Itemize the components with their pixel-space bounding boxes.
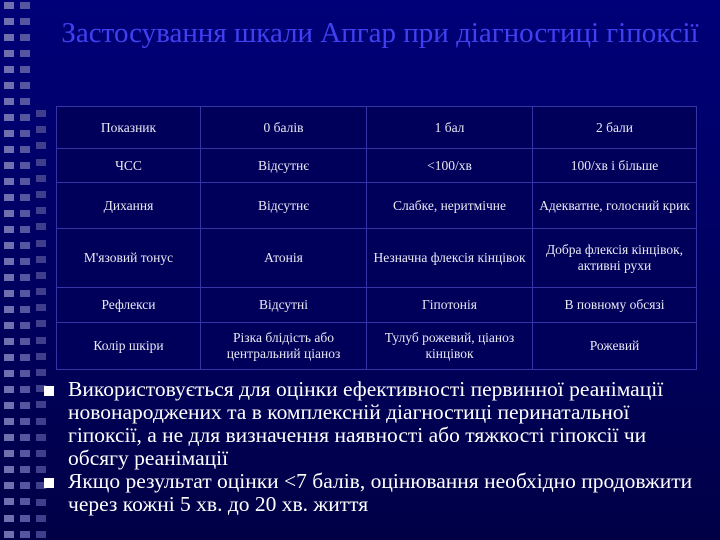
decorative-square [36, 531, 46, 538]
decorative-square [20, 450, 30, 457]
table-cell: В повному обсязі [533, 288, 697, 323]
decorative-square [20, 531, 30, 538]
decorative-square [20, 114, 30, 121]
decorative-square [36, 337, 46, 344]
decorative-square [20, 434, 30, 441]
decorative-square [20, 2, 30, 9]
decorative-square [36, 110, 46, 117]
decorative-square [4, 258, 14, 265]
decorative-square [20, 18, 30, 25]
decorative-square [36, 320, 46, 327]
decorative-square [36, 175, 46, 182]
table-cell: 100/хв і більше [533, 149, 697, 183]
decorative-square [36, 288, 46, 295]
decorative-square [20, 162, 30, 169]
decorative-square [36, 126, 46, 133]
square-bullet-icon [44, 386, 54, 396]
decorative-square [4, 66, 14, 73]
table-row [57, 183, 697, 229]
decorative-square [36, 142, 46, 149]
decorative-square [4, 338, 14, 345]
header-cell: 0 балів [201, 107, 367, 149]
decorative-square [20, 338, 30, 345]
decorative-square [20, 402, 30, 409]
table-cell: Відсутнє [201, 149, 367, 183]
bullet-text: Якщо результат оцінки <7 балів, оцінювання необхідно продовжити через кожні 5 хв. до 20 хв. життя [68, 469, 693, 516]
decorative-square [20, 34, 30, 41]
bullet-item [44, 470, 704, 516]
decorative-square [4, 50, 14, 57]
decorative-square [4, 370, 14, 377]
decorative-square [4, 434, 14, 441]
decorative-square [4, 34, 14, 41]
decorative-square [36, 272, 46, 279]
decorative-square [36, 223, 46, 230]
table-row [57, 288, 697, 323]
decorative-square [4, 2, 14, 9]
table-cell: ЧСС [57, 149, 201, 183]
decorative-square [20, 354, 30, 361]
decorative-square [4, 482, 14, 489]
decorative-square [4, 498, 14, 505]
decorative-square [4, 114, 14, 121]
decorative-square [20, 178, 30, 185]
decorative-square [20, 50, 30, 57]
decorative-squares [20, 2, 30, 538]
bullet-list [44, 378, 704, 516]
table-cell: Адекватне, голосний крик [533, 183, 697, 229]
decorative-square [20, 194, 30, 201]
decorative-square [20, 130, 30, 137]
table-cell: Різка блідість або центральний ціаноз [201, 323, 367, 370]
decorative-square [4, 146, 14, 153]
decorative-squares [4, 2, 14, 538]
decorative-square [4, 322, 14, 329]
decorative-square [36, 191, 46, 198]
square-bullet-icon [44, 478, 54, 488]
decorative-square [4, 194, 14, 201]
decorative-square [36, 240, 46, 247]
header-cell: 2 бали [533, 107, 697, 149]
table-row [57, 149, 697, 183]
decorative-square [4, 418, 14, 425]
decorative-square [4, 162, 14, 169]
decorative-square [36, 304, 46, 311]
decorative-square [20, 274, 30, 281]
decorative-square [4, 515, 14, 522]
decorative-square [4, 274, 14, 281]
decorative-square [4, 402, 14, 409]
decorative-square [4, 18, 14, 25]
decorative-square [20, 418, 30, 425]
decorative-square [20, 498, 30, 505]
decorative-square [20, 370, 30, 377]
decorative-square [4, 290, 14, 297]
decorative-square [4, 210, 14, 217]
apgar-table [56, 106, 697, 370]
decorative-square [20, 66, 30, 73]
decorative-square [20, 210, 30, 217]
decorative-square [20, 242, 30, 249]
decorative-square [4, 450, 14, 457]
decorative-square [4, 242, 14, 249]
table-cell: Слабке, неритмічне [367, 183, 533, 229]
table-cell: Незначна флексія кінцівок [367, 229, 533, 288]
table-row [57, 323, 697, 370]
table-header-row [57, 107, 697, 149]
decorative-square [4, 226, 14, 233]
bullet-item [44, 378, 704, 470]
table-row [57, 229, 697, 288]
table-cell: М'язовий тонус [57, 229, 201, 288]
table-cell: Відсутнє [201, 183, 367, 229]
decorative-square [36, 207, 46, 214]
slide-title: Застосування шкали Апгар при діагностиці гіпоксії [61, 17, 699, 49]
decorative-square [20, 258, 30, 265]
table-cell: Добра флексія кінцівок, активні рухи [533, 229, 697, 288]
decorative-square [4, 306, 14, 313]
decorative-square [36, 256, 46, 263]
decorative-square [4, 466, 14, 473]
table-cell: Гіпотонія [367, 288, 533, 323]
decorative-square [20, 290, 30, 297]
decorative-square [4, 386, 14, 393]
table-cell: Атонія [201, 229, 367, 288]
decorative-square [4, 130, 14, 137]
decorative-square [36, 369, 46, 376]
decorative-square [20, 226, 30, 233]
table-cell: <100/хв [367, 149, 533, 183]
decorative-square [20, 82, 30, 89]
decorative-square [20, 306, 30, 313]
table-cell: Колір шкіри [57, 323, 201, 370]
decorative-square [20, 322, 30, 329]
decorative-square [20, 482, 30, 489]
decorative-square [4, 178, 14, 185]
table-cell: Рожевий [533, 323, 697, 370]
decorative-square [4, 531, 14, 538]
header-cell: Показник [57, 107, 201, 149]
header-cell: 1 бал [367, 107, 533, 149]
bullet-text: Використовується для оцінки ефективності первинної реанімації новонароджених та в комплексній діагностиці перинатальної гіпоксії, а не для визначення наявності або тяжкості гіпоксії чи обсягу реанімації [68, 377, 664, 470]
decorative-square [4, 98, 14, 105]
decorative-square [20, 386, 30, 393]
decorative-square-column [0, 0, 48, 540]
decorative-square [4, 82, 14, 89]
decorative-square [20, 146, 30, 153]
decorative-square [36, 353, 46, 360]
decorative-square [4, 354, 14, 361]
table-cell: Тулуб рожевий, ціаноз кінцівок [367, 323, 533, 370]
decorative-square [20, 466, 30, 473]
decorative-square [20, 98, 30, 105]
table-cell: Рефлекси [57, 288, 201, 323]
table-cell: Відсутні [201, 288, 367, 323]
decorative-square [36, 159, 46, 166]
decorative-square [20, 515, 30, 522]
table-cell: Дихання [57, 183, 201, 229]
